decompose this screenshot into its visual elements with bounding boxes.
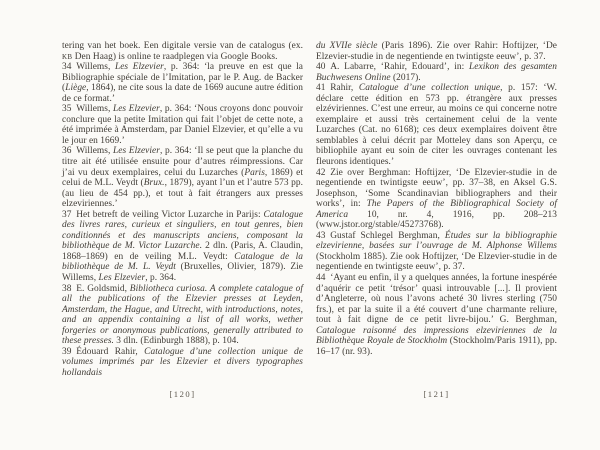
footnote-text: (Stockholm/Paris 1911), pp. 16–17 (nr. 93). [316,336,557,357]
footnote-title-text: Liège [65,83,87,94]
footnote-title-text: du XVIIe siècle [316,41,378,51]
footnote [62,284,303,347]
footnote-text: (2017). [390,72,421,83]
footnote-text: 39 Édouard Rahir, [62,346,145,357]
footnote [62,210,303,284]
footnote [62,62,303,104]
footnote-text: , 1869) et celui de M.L. Veydt ( [62,167,303,189]
footnote-text: 42 Zie over Berghman: Hoftijzer, ‘De Elzevier-studie in de negentiende en twintigste eeuw’, pp. 37–38, en Aksel G.S. Josephson, ‘Some Scandinavian bibliographers and their works’, in: [316,167,557,210]
footnote-text: (Bruxelles, Olivier, 1879). Zie Willems, [62,262,303,284]
footnote-title-text: Bibliotheca curiosa. A complete catalogue of all the publications of the Elzevier presses at Leyden, Amsterdam, the Hague, and Utrecht, with introductions, notes, and an appendix containing a list of all works, wether forgeries or anonymous publications, generally attributed to these presses. [62,283,303,347]
footnote-text: . 2 dln. (Paris, A. Claudin, 1868–1869) en de veiling M.L. Veydt: [62,241,303,262]
footnote-title-text: Études sur la bibliographie elzevirienne, basées sur l’ouvrage de M. Alphonse Willems [316,230,558,252]
footnote-title-text: Catalogue des livres rares, curieux et singuliers, en tout genres, bien conditionnés et des manuscripts anciens, composant la bibliothèque de M. Victor Luzarche [62,209,303,252]
footnote-title-text: Catalogue raisonné des impressions elzeviriennes de la Bibliothèque Royale de Stockholm [316,325,557,347]
footnote-text: 40 A. Labarre, ‘Rahir, Edouard’, in: [316,62,470,73]
footnote-text: , p. 364: ‘Il se peut que la planche du titre ait été utilisée ensuite pour d’autres réimpressions. Car j’ai vu deux exemplaires, celui du Luzarches ( [62,146,303,178]
footnote-text: (Paris 1896). Zie over Rahir: Hoftijzer, ‘De Elzevier-studie in de negentiende en twintigste eeuw’, p. 37. [316,41,558,62]
footnote [316,231,557,273]
footnote-title-text: Lexikon des gesamten Buchwesens Online [316,62,557,83]
footnote [316,168,557,231]
footnote [62,104,303,146]
footnote [316,83,557,167]
footnote-text: tering van het boek. Een digitale versie van de catalogus (ex. [62,41,303,51]
footnote-title-text: Les Elzevier [114,62,164,73]
footnote-text: , p. 364. [145,273,177,284]
footnote-title-text: Les Elzevier [113,146,160,157]
page-right-text [316,41,557,357]
footnote-title-text: The Papers of the Bibliographical Society of America [316,199,557,220]
footnote-text: , 1879), ayant l’un et l’autre 573 pp. (au lieu de 454 pp.), et tout à fait étrangers aux presses elzeviriennes.’ [62,178,303,210]
page-number-left: [120] [169,389,196,399]
footnote-title-text: Catalogue d’une collection unique [358,83,501,94]
footnote [316,62,557,83]
footnote-text: , p. 364: ‘la preuve en est que la Bibliographie spéciale de l’Imitation, par le P. Aug. de Backer ( [62,62,303,94]
footnote [316,273,557,357]
footnote-text: 35 Willems, [62,104,113,115]
footnote-text: 3 dln. (Edinburgh 1888), p. 104. [113,336,239,347]
footnote-title-text: Brux. [143,178,165,189]
footnote-text: Den Haag) is online te raadplegen via Google Books. [72,51,278,62]
footnote-title-text: Paris [244,167,265,178]
footnote-text: 37 Het betreft de veiling Victor Luzarche in Parijs: [62,209,264,220]
footnote-title-text: Catalogue de la bibliothèque de M. L. Veydt [62,251,304,273]
footnote-text: kb [62,51,73,62]
footnote-text: 41 Rahir, [316,83,359,94]
footnote-text: 34 Willems, [62,62,115,73]
footnote-text: , p. 364: ‘Nous croyons donc pouvoir conclure que la petite Imitation qui fait l’objet de cette note, a été imprimée à Amsterdam, par Daniel Elzevier, et qu’elle a vu le jour en 1669.’ [62,104,304,146]
footnote-text: (Stockholm 1885). Zie ook Hoftijzer, ‘De Elzevier-studie in de negentiende en twintigste eeuw’, p. 37. [316,251,557,273]
footnote-text: 36 Willems, [62,146,113,157]
footnote-text: , 1864), ne cite sous la date de 1669 aucune autre édition de ce format.’ [62,83,303,104]
footnote-text: 43 Gustaf Schlegel Berghman, [316,230,445,241]
footnote [62,41,303,62]
footnote-text: , p. 157: ‘W. déclare cette édition en 573 pp. étrangère aux presses elzéviriennes. C’est une erreur, au moins ce qui concerne notre exemplaire et aussi très certainement celui de la vente Luzarches (Cat. no 6168); ces deux exemplaires doivent être semblables à celui décrit par Motteley dans son Aperçu, ce bibliophile ayant eu soin de citer les ouvrages contenant les fleurons identiques.’ [316,83,557,168]
footnote-title-text: Les Elzevier [112,104,160,115]
footnote [62,146,303,209]
footnote-text: 38 E. Goldsmid, [62,283,130,294]
page-left-text [62,41,303,379]
footnote [62,347,303,379]
footnote-title-text: Catalogue d’une collection unique de volumes imprimés par les Elzevier et divers typographes hollandais [62,346,303,378]
footnote-title-text: Les Elzevier [98,273,146,284]
footnote-text: 10, nr. 4, 1916, pp. 208–213 (www.jstor.org/stable/45273768). [316,209,557,231]
footnote [316,41,557,62]
page-number-right: [121] [423,389,450,399]
footnote-text: 44 ‘Ayant eu enfin, il y a quelques années, la fortune inespérée d’aquérir ce petit ‘trésor’ quasi introuvable [...]. Il provient d’Angleterre, où nous l’avons acheté 30 livres sterling (750 frs.), et par la suite il a été couvert d’une charmante reliure, tout à fait digne de ce petit livre-bijou.’ G. Berghman, [316,273,557,326]
